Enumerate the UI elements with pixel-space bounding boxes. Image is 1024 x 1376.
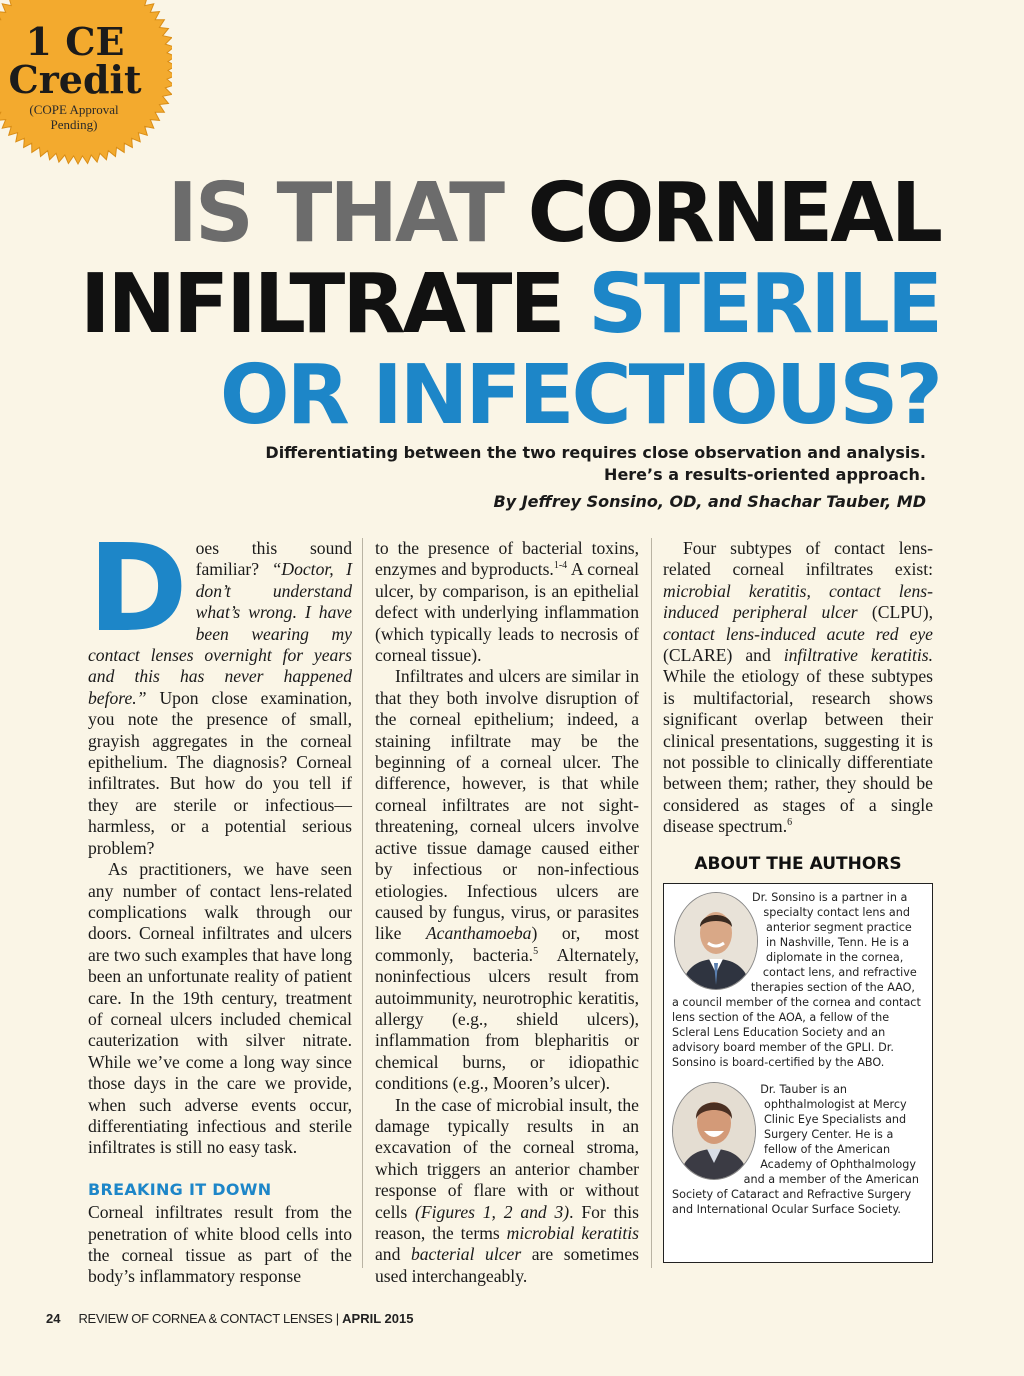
citation: 1-4 [553,560,568,572]
text-run: While the etiology of these subtypes is multifactorial, research shows significant overlap between their clinical presentations, suggesting it is not possible to clinically differentiate between them; rather, they should be considered as stages of a single disease spectrum. [663,666,933,837]
article-byline: By Jeffrey Sonsino, OD, and Shachar Tauber, MD [493,492,926,511]
text-run: Upon close examination, you note the presence of small, grayish aggregates in the corneal epithelium. The diagnosis? Corneal infiltrates. But how do you tell if they are sterile or infectious—harmless, or a potential serious problem? [88,687,352,858]
text-run: Alternately, noninfectious ulcers result from autoimmunity, neurotrophic keratitis, allergy (e.g., shield ulcers), inflammation from blepharitis or chemical burns, or idiopathic conditions (e.g., Mooren’s ulcer). [375,944,639,1094]
headline-part3: INFILTRATE [80,257,589,352]
text-run: are sometimes used interchangeably. [375,1244,639,1286]
text-run: and [375,1244,411,1265]
about-authors-box [663,883,933,1263]
text-run: A corneal ulcer, by comparison, is an epithelial defect with underlying inflammation (which typically leads to necrosis of corneal tissue). [375,559,639,666]
author-bio-sonsino: Dr. Sonsino is a partner in a specialty contact lens and anterior segment practice in Nashville, Tenn. He is a diplomate in the cornea, contact lens, and refractive therapies section of the AAO, a council member of the cornea and contact lens section of the AOA, a fellow of the Scleral Lens Education Society and an advisory board member of the GPLI. Dr. Sonsino is board-certified by the ABO. [672,891,921,1070]
portrait-icon [675,893,757,989]
badge-note: (COPE Approval Pending) [29,102,119,132]
column-divider [362,538,363,1268]
article-column-1 [88,520,352,1288]
italic-term: microbial keratitis [506,1223,639,1243]
column-divider [651,538,652,1268]
italic-term: microbial keratitis, contact lens-induced peripheral ulcer [663,580,933,623]
drop-cap: D [88,520,188,659]
article-paragraph: As practitioners, we have seen any number of contact lens-related complications walk through our doors. Corneal infiltrates and ulcers are two such examples that have long been an unfortunate reality of patient care. In the 19th century, treatment of corneal ulcers included chemical cauterization with silver nitrate. While we’ve come a long way since those days in the care we provide, when such adverse events occur, differentiating infectious and sterile infiltrates is still no easy task. [88,859,352,1158]
italic-term: Acanthamoeba [425,923,532,944]
italic-term: infiltrative keratitis. [783,645,933,666]
publication-name: REVIEW OF CORNEA & CONTACT LENSES | [78,1311,343,1326]
article-paragraph [375,1095,639,1288]
patient-quote: “Doctor, I don’t understand what’s wrong. I have been wearing my contact lenses overnight for years and this has never happened before.” [88,559,352,708]
text-run: oes this sound familiar? [195,538,352,580]
italic-term: bacterial ulcer [410,1244,522,1265]
article-paragraph [375,538,639,666]
headline-part1: IS THAT [167,166,528,261]
headline-part5: OR INFECTIOUS? [219,348,940,443]
text-run: to the presence of bacterial toxins, enzymes and byproducts. [375,538,639,580]
headline-part2: CORNEAL [527,166,940,261]
article-paragraph [375,666,639,1094]
badge-line2: Credit [8,57,142,102]
text-run: . For this reason, the terms [375,1201,639,1243]
text-run: Four subtypes of contact lens-related corneal infiltrates exist: [663,538,933,580]
badge-line1: 1 CE [25,19,125,64]
text-run: In the case of microbial insult, the damage typically results in an excavation of the corneal stroma, which triggers an anterior chamber response of flare with or without cells [375,1094,639,1222]
figure-reference: (Figures 1, 2 and 3) [415,1201,570,1222]
italic-term: contact lens-induced acute red eye [663,623,933,644]
portrait-icon [673,1083,755,1179]
article-paragraph [663,538,933,838]
page-footer [46,1311,413,1326]
citation: 6 [787,817,793,829]
about-authors-heading: ABOUT THE AUTHORS [694,853,902,874]
page-number: 24 [46,1311,61,1326]
author-photo-tauber [672,1082,756,1180]
text-run: (CLARE) and [663,645,784,666]
author-photo-sonsino [674,892,758,990]
article-paragraph [88,520,352,859]
text-run: Infiltrates and ulcers are similar in that they both involve disruption of the corneal epithelium; indeed, a staining infiltrate may be the beginning of a corneal ulcer. The difference, however, is that while corneal infiltrates are not sight-threatening, corneal ulcers involve active tissue damage caused either by infectious or non-infectious etiologies. Infectious ulcers are caused by fungus, virus, or parasites like [375,666,639,944]
article-headline [80,168,940,441]
article-deck: Differentiating between the two requires close observation and analysis. Here’s a results-oriented approach. [265,443,926,484]
article-column-3 [663,538,933,1263]
issue-date: APRIL 2015 [342,1311,414,1326]
citation: 5 [533,945,539,957]
text-run: (CLPU), [857,602,933,623]
section-heading: BREAKING IT DOWN [88,1179,272,1199]
article-column-2 [375,538,639,1287]
ce-credit-badge [0,0,170,165]
author-bio-tauber: Dr. Tauber is an ophthalmologist at Mercy Clinic Eye Specialists and Surgery Center. He is a fellow of the American Academy of Ophthalmology and a member of the American Society of Cataract and Refractive Surgery and International Ocular Surface Society. [672,1083,919,1217]
headline-part4: STERILE [588,257,940,352]
text-run: ) or, most commonly, bacteria. [375,923,639,965]
article-paragraph: Corneal infiltrates result from the penetration of white blood cells into the corneal tissue as part of the body’s inflammatory response [88,1202,352,1287]
